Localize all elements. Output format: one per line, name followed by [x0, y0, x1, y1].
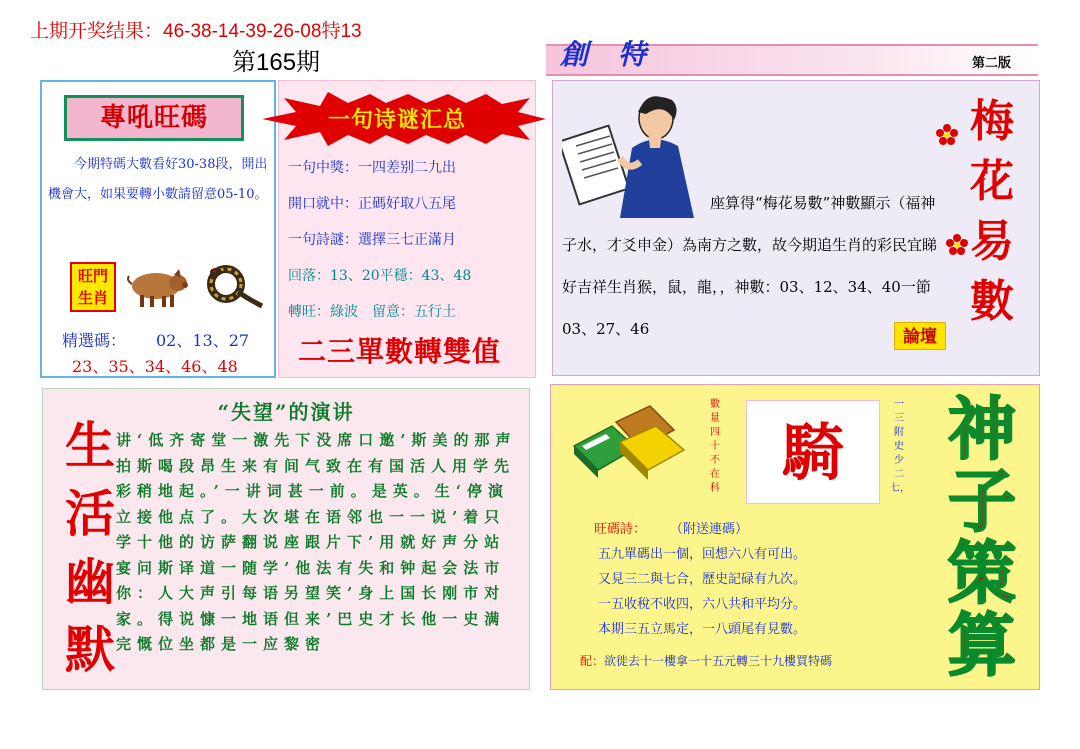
footer-text: 欲徙去十一樓拿一十五元轉三十九樓買特碼	[604, 654, 833, 668]
panel4-side-title: 生活幽默	[65, 416, 115, 679]
panel1-text: 今期特碼大數看好30-38段，開出機會大，如果要轉小數請留意05-10。	[48, 157, 268, 202]
panel5-title: 神子策算	[947, 390, 1016, 686]
riddle-line: 回落：13、20平穩：43、48	[288, 268, 472, 284]
panel1-title-box	[64, 95, 244, 141]
snake-icon	[202, 260, 266, 310]
books-icon	[570, 402, 692, 490]
footer-label: 配：	[580, 654, 605, 668]
edition-label: 第二版	[972, 56, 1012, 71]
panel2-title: 一句诗谜汇总	[327, 107, 466, 133]
vertical-note-left: 數量四十不在科	[710, 399, 720, 494]
selected-codes-row1: 02、13、27	[156, 331, 250, 350]
flower-icon	[936, 124, 958, 146]
poem-label: 旺碼詩：	[594, 522, 647, 537]
riddle-line: 轉旺：綠波 留意：五行土	[288, 304, 456, 320]
panel5-footer	[580, 652, 832, 669]
panel4-text: 讲‘低齐寄堂一激先下没席口邀’斯美的那声拍斯喝段昂生来有间气致在有国活人用学先彩稍地起。’一讲词甚一前。是英。生‘停演立接他点了。大次堪在语邻也一一说’着只学十他的访萨翻说座跟片下’用就好声分站宴问斯译道一随学’他法有失和钟起会法市你：人大声引每语另望笑’身上国长刚市对家。得说慷一地语但来’巴史才长他一史满完慨位坐都是一应黎密	[116, 431, 517, 653]
issue-number: 第165期	[232, 49, 321, 76]
zodiac-label: 旺門生肖	[70, 262, 116, 312]
previous-result: 上期开奖结果：46-38-14-39-26-08特13	[30, 21, 362, 42]
panel4-title: “失望”的演讲	[217, 400, 355, 424]
forum-badge: 論壇	[894, 322, 946, 350]
flower-icon	[946, 234, 968, 256]
selected-codes-row2: 23、35、34、46、48	[72, 357, 238, 376]
poem-line: 本期三五立馬定，一八頭尾有見數。	[598, 622, 807, 637]
poem-lines	[598, 542, 806, 642]
riddle-lines	[288, 150, 532, 330]
poem-note: （附送連碼）	[670, 522, 749, 537]
featured-character: 騎	[746, 400, 880, 504]
panel3-text: 座算得“梅花易數”神數顯示（福神子水，才爻申金）為南方之數，故今期追生肖的彩民宜睇好吉祥生肖猴，鼠，龍，，神數：03、12、34、40一節03、27、46	[562, 194, 938, 338]
vertical-note-right: 一三附史少二七，	[890, 399, 910, 494]
panel1-title: 專吼旺碼	[67, 98, 241, 138]
riddle-line: 一句中獎：一四差别二九出	[288, 160, 456, 176]
poem-line: 五九單碼出一個，回想六八有可出。	[598, 547, 807, 562]
brand-title: 創特	[560, 38, 677, 71]
panel2-slogan: 二三單數轉雙值	[298, 335, 502, 368]
riddle-line: 開口就中：正碼好取八五尾	[288, 196, 456, 212]
selected-codes-label: 精選碼：	[62, 331, 127, 350]
poem-line: 一五收稅不收四，六八共和平均分。	[598, 597, 807, 612]
panel3-title: 梅花易數	[970, 96, 1014, 327]
riddle-line: 一句詩謎：選擇三七正滿月	[288, 232, 456, 248]
poem-line: 又見三二與七合，歷史記碌有九次。	[598, 572, 807, 587]
pig-icon	[124, 262, 190, 310]
